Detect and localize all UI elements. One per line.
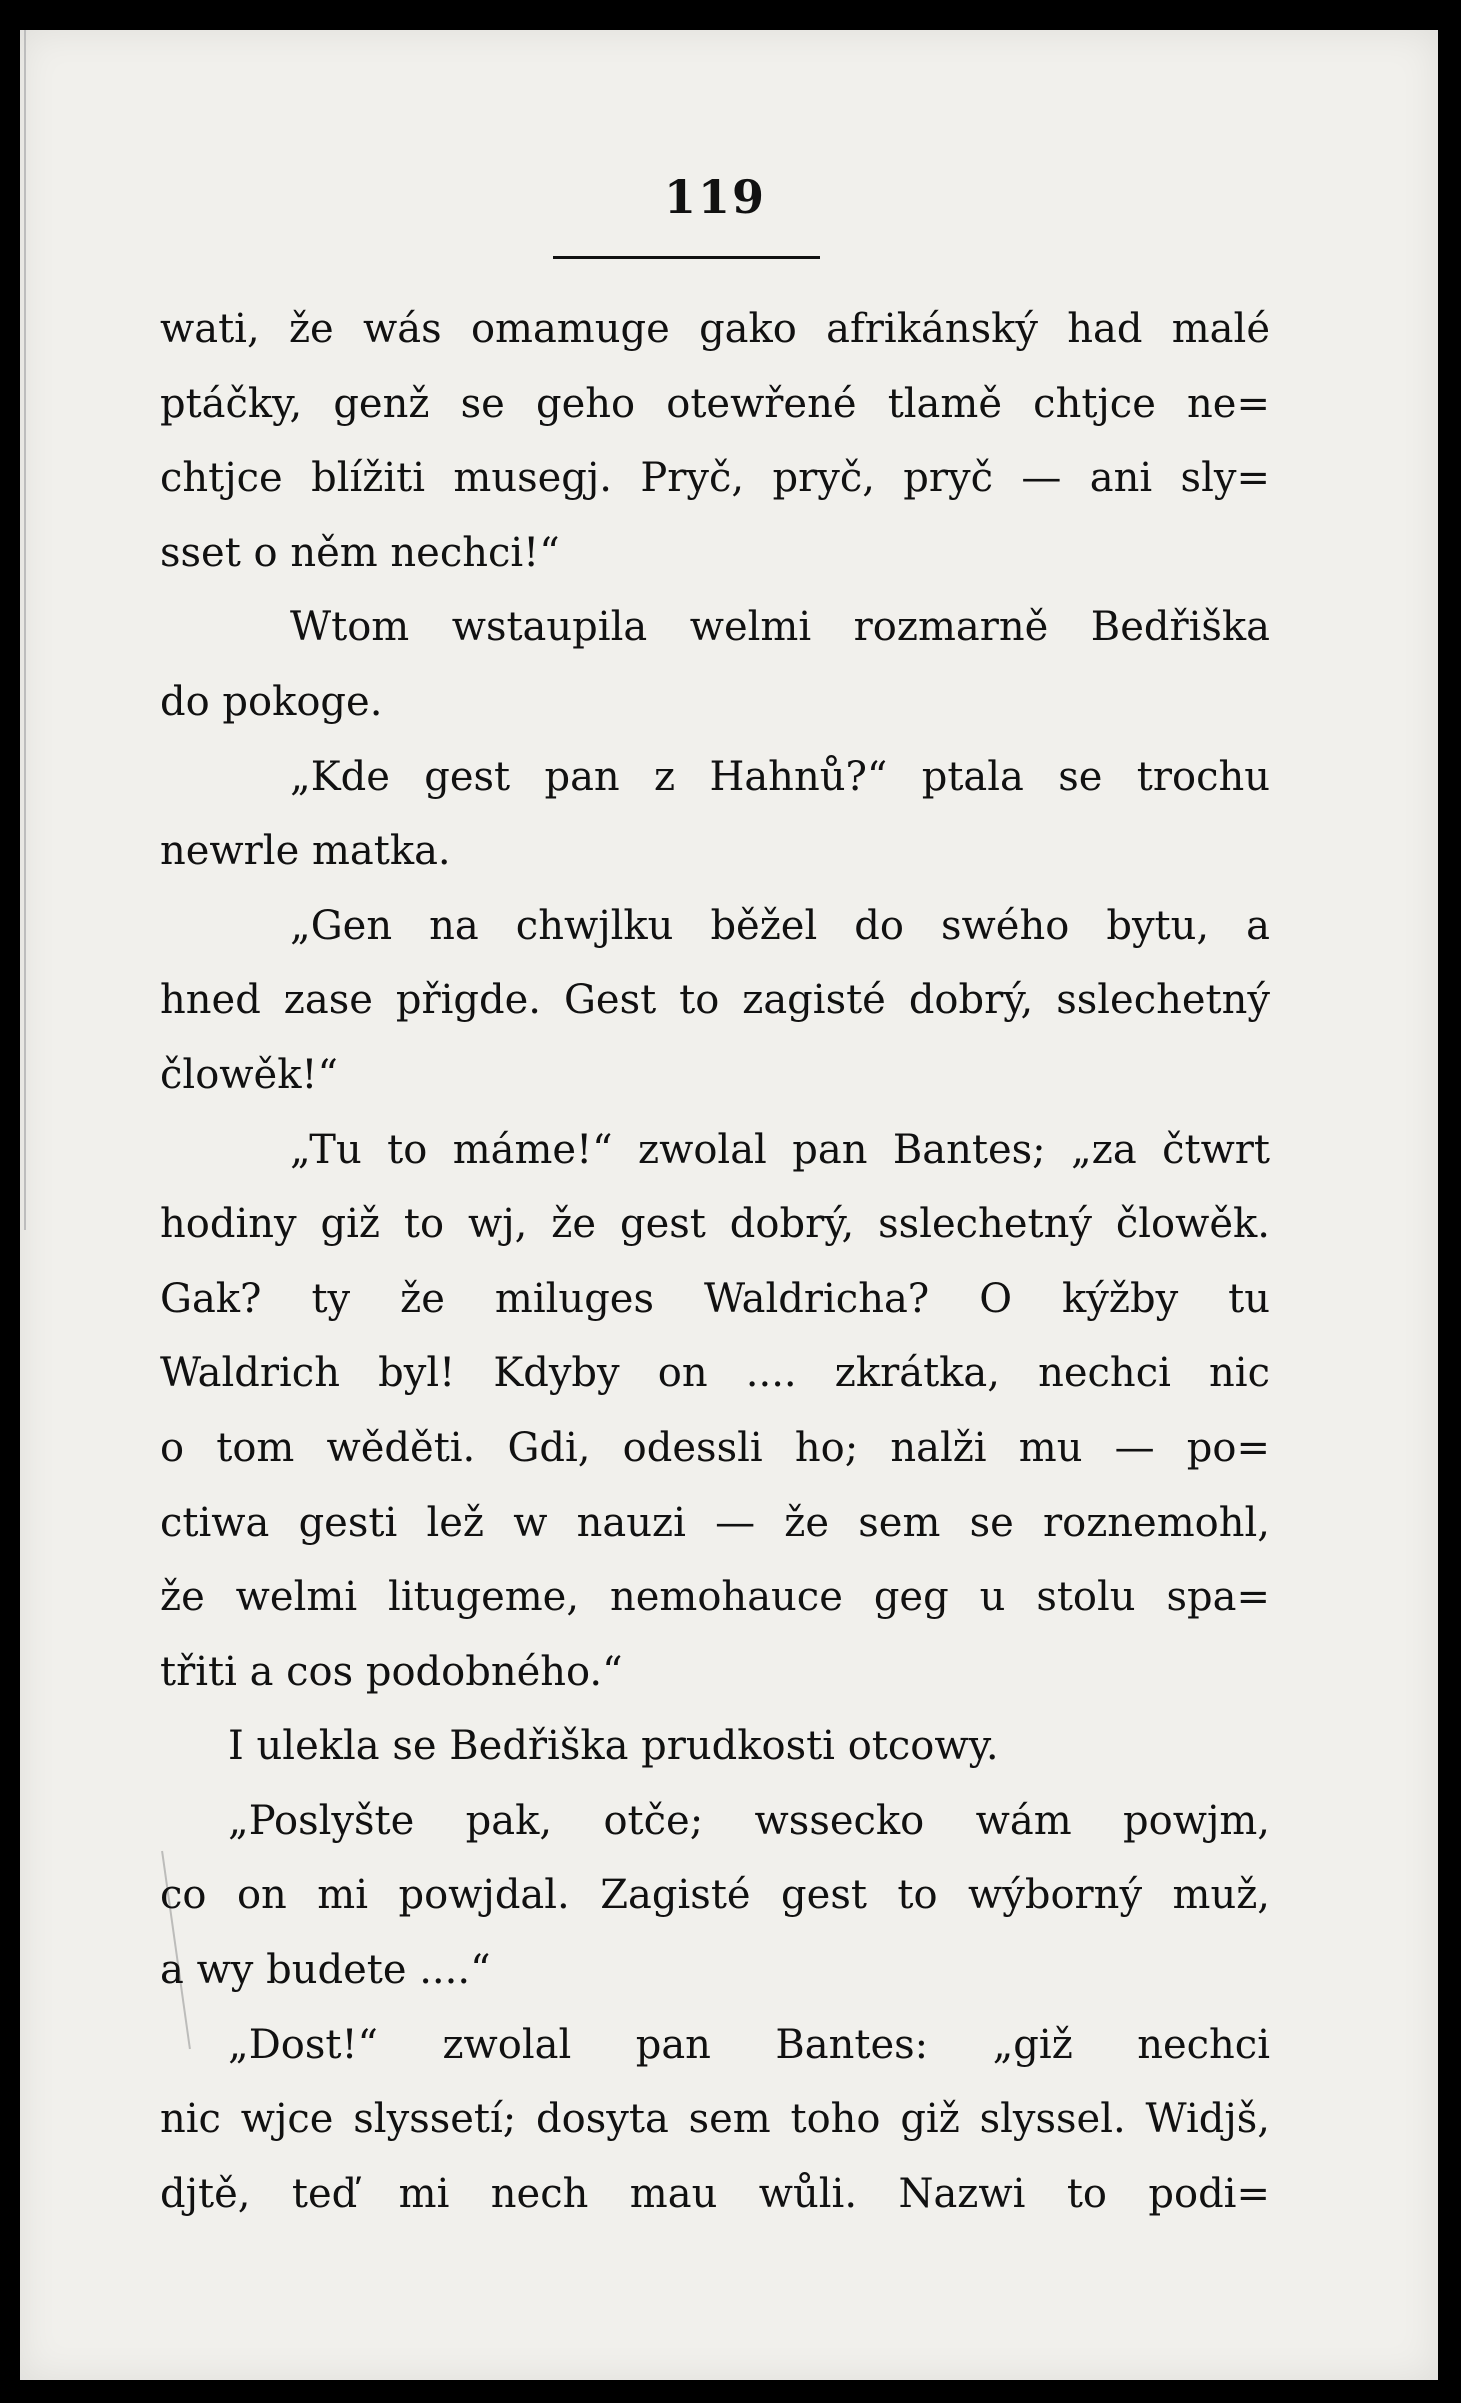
- text-line: do pokoge.: [160, 678, 383, 725]
- text-line: I ulekla se Bedřiška prudkosti otcowy.: [228, 1723, 999, 1770]
- text-line: a wy budete ....“: [160, 1947, 491, 1994]
- body-text: [160, 292, 1270, 2231]
- text-line: ctiwa gesti lež w nauzi — že sem se roznemohl,: [160, 1499, 1270, 1546]
- text-line: Waldrich byl! Kdyby on .... zkrátka, nechci nic: [160, 1350, 1270, 1397]
- text-line: sset o něm nechci!“: [160, 529, 560, 576]
- text-line: „Poslyšte pak, otče; wssecko wám powjm,: [228, 1797, 1270, 1844]
- text-line: hned zase přigde. Gest to zagisté dobrý, sslechetný: [160, 977, 1270, 1024]
- text-line: newrle matka.: [160, 828, 451, 875]
- text-line: o tom wěděti. Gdi, odessli ho; nalži mu — po=: [160, 1424, 1270, 1471]
- text-line: „Kde gest pan z Hahnů?“ ptala se trochu: [290, 753, 1270, 800]
- text-line: hodiny giž to wj, že gest dobrý, sslechetný člowěk.: [160, 1201, 1270, 1248]
- page-edge-shadow: [24, 30, 26, 1230]
- text-line: člowěk!“: [160, 1051, 338, 1098]
- text-line: třiti a cos podobného.“: [160, 1648, 623, 1695]
- text-line: wati, že wás omamuge gako afrikánský had malé: [160, 306, 1270, 352]
- text-line: Wtom wstaupila welmi rozmarně Bedřiška: [290, 604, 1270, 651]
- text-line: nic wjce slyssetí; dosyta sem toho giž slyssel. Widjš,: [160, 2096, 1270, 2143]
- page-number-rule: [553, 256, 820, 259]
- text-line: že welmi litugeme, nemohauce geg u stolu spa=: [160, 1574, 1270, 1621]
- text-line: ptáčky, genž se geho otewřené tlamě chtjce ne=: [160, 380, 1270, 427]
- book-page: [20, 30, 1438, 2380]
- text-line: co on mi powjdal. Zagisté gest to wýborný muž,: [160, 1872, 1270, 1919]
- text-line: „Gen na chwjlku běžel do swého bytu, a: [290, 902, 1270, 949]
- text-line: „Tu to máme!“ zwolal pan Bantes; „za čtwrt: [290, 1126, 1270, 1173]
- text-line: djtě, teď mi nech mau wůli. Nazwi to podi=: [160, 2170, 1270, 2217]
- text-line: chtjce blížiti musegj. Pryč, pryč, pryč — ani sly=: [160, 455, 1270, 502]
- text-line: Gak? ty že miluges Waldricha? O kýžby tu: [160, 1275, 1270, 1322]
- page-number: 119: [663, 170, 767, 224]
- text-line: „Dost!“ zwolal pan Bantes: „giž nechci: [228, 2021, 1270, 2068]
